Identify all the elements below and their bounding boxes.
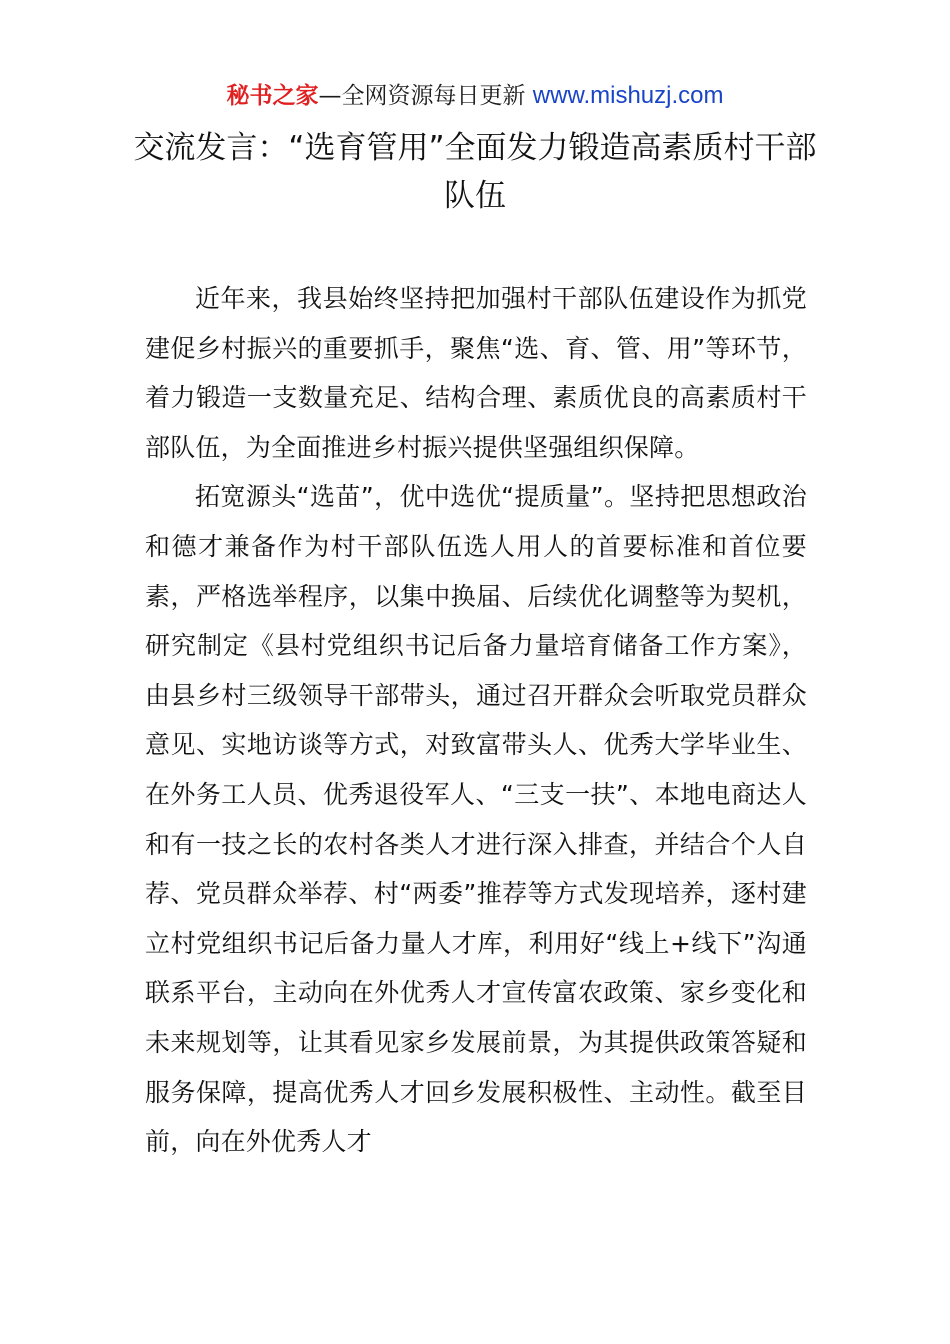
document-body [145,274,807,1167]
paragraph-intro: 近年来，我县始终坚持把加强村干部队伍建设作为抓党建促乡村振兴的重要抓手，聚焦“选、育、管、用”等环节，着力锻造一支数量充足、结构合理、素质优良的高素质村干部队伍，为全面推进乡村振兴提供坚强组织保障。 [145,284,807,462]
document-title: 交流发言：“选育管用”全面发力锻造高素质村干部队伍 [133,130,817,214]
site-url[interactable]: www.mishuzj.com [532,82,724,109]
site-header [0,80,950,112]
paragraph-selection: 拓宽源头“选苗”，优中选优“提质量”。坚持把思想政治和德才兼备作为村干部队伍选人用人的首要标准和首位要素，严格选举程序，以集中换届、后续优化调整等为契机，研究制定《县村党组织书记后备力量培育储备工作方案》，由县乡村三级领导干部带头，通过召开群众会听取党员群众意见、实地访谈等方式，对致富带头人、优秀大学毕业生、在外务工人员、优秀退役军人、“三支一扶”、本地电商达人和有一技之长的农村各类人才进行深入排查，并结合个人自荐、党员群众举荐、村“两委”推荐等方式发现培养，逐村建立村党组织书记后备力量人才库，利用好“线上+线下”沟通联系平台，主动向在外优秀人才宣传富农政策、家乡变化和未来规划等，让其看见家乡发展前景，为其提供政策答疑和服务保障，提高优秀人才回乡发展积极性、主动性。截至目前，向在外优秀人才 [145,482,807,1157]
site-tagline: —全网资源每日更新 [318,83,533,109]
site-brand: 秘书之家 [226,83,319,109]
